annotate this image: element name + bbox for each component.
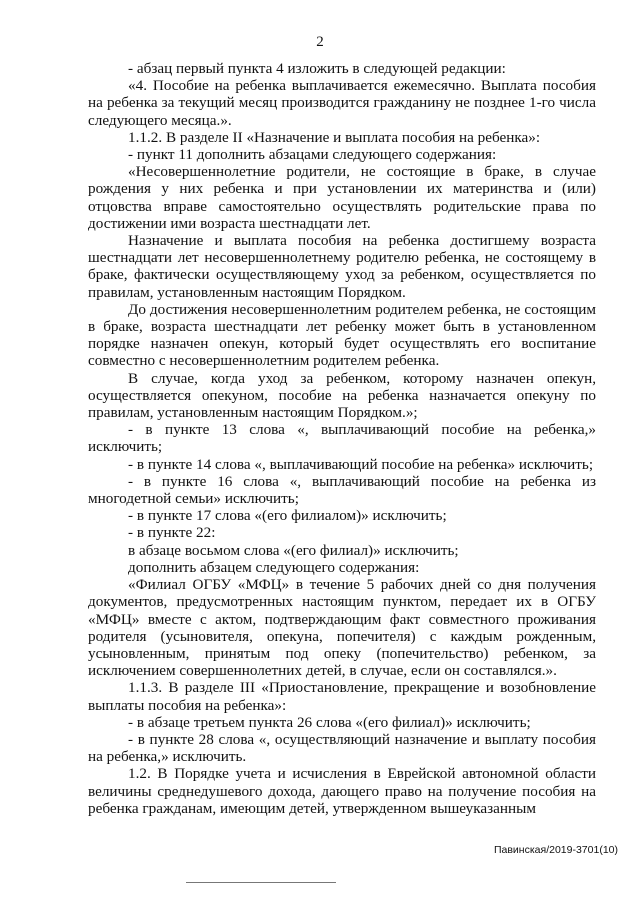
paragraph: - пункт 11 дополнить абзацами следующего содержания:	[128, 146, 497, 164]
paragraph: - в пункте 16 слова «, выплачивающий пособие на ребенка из многодетной семьи» исключить;	[88, 472, 596, 508]
paragraph: До достижения несовершеннолетним родителем ребенка, не состоящим в браке, возраста шестнадцати лет ребенку может быть в установленном порядке назначен опекун, который будет осуществлять его воспитание совместно с несовершеннолетним родителем ребенка.	[88, 300, 596, 370]
paragraph: «Филиал ОГБУ «МФЦ» в течение 5 рабочих дней со дня получения документов, предусмотренных настоящим пунктом, передает их в ОГБУ «МФЦ» вместе с актом, подтверждающим факт совместного проживания родителя (усыновителя, опекуна, попечителя) с каждым рожденным, усыновленным, принятым под опеку (попечительство) ребенком, за исключением совершеннолетних детей, в случае, если он составлялся.».	[88, 576, 596, 680]
paragraph: В случае, когда уход за ребенком, которому назначен опекун, осуществляется опекуном, пособие на ребенка назначается опекуну по правилам, установленным настоящим Порядком.»;	[88, 369, 596, 422]
paragraph: - в абзаце третьем пункта 26 слова «(его филиал)» исключить;	[128, 713, 531, 731]
paragraph: - в пункте 14 слова «, выплачивающий пособие на ребенка» исключить;	[128, 455, 594, 473]
paragraph: - в пункте 22:	[128, 524, 216, 542]
paragraph: - абзац первый пункта 4 изложить в следующей редакции:	[128, 60, 506, 77]
paragraph: «4. Пособие на ребенка выплачивается ежемесячно. Выплата пособия на ребенка за текущий месяц производится гражданину не позднее 1-го числа следующего месяца.».	[88, 77, 596, 129]
paragraph: в абзаце восьмом слова «(его филиал)» исключить;	[128, 541, 459, 559]
paragraph: 1.2. В Порядке учета и исчисления в Еврейской автономной области величины среднедушевого дохода, дающего право на получение пособия на ребенка гражданам, имеющим детей, утвержденном вышеуказанным	[88, 765, 596, 817]
paragraph: «Несовершеннолетние родители, не состоящие в браке, в случае рождения у них ребенка и при установлении их материнства и (или) отцовства вправе самостоятельно осуществлять родительские права по достижении ими возраста шестнадцати лет.	[88, 163, 596, 232]
document-body	[88, 60, 596, 817]
paragraph: - в пункте 28 слова «, осуществляющий назначение и выплату пособия на ребенка,» исключить.	[88, 730, 596, 766]
paragraph: 1.1.3. В разделе III «Приостановление, прекращение и возобновление выплаты пособия на ребенка»:	[88, 679, 596, 714]
paragraph: - в пункте 17 слова «(его филиалом)» исключить;	[128, 507, 447, 525]
paragraph: дополнить абзацем следующего содержания:	[128, 558, 420, 576]
bottom-divider	[186, 882, 336, 883]
paragraph: 1.1.2. В разделе II «Назначение и выплата пособия на ребенка»:	[128, 128, 541, 146]
paragraph: - в пункте 13 слова «, выплачивающий пособие на ребенка,» исключить;	[88, 421, 596, 456]
paragraph: Назначение и выплата пособия на ребенка достигшему возраста шестнадцати лет несовершеннолетнему родителю ребенка, не состоящему в браке, фактически осуществляющему уход за ребенком, осуществляется по правилам, установленным настоящим Порядком.	[88, 232, 596, 301]
footer-reference: Павинская/2019-3701(10)	[493, 844, 618, 856]
page-number: 2	[316, 34, 324, 50]
